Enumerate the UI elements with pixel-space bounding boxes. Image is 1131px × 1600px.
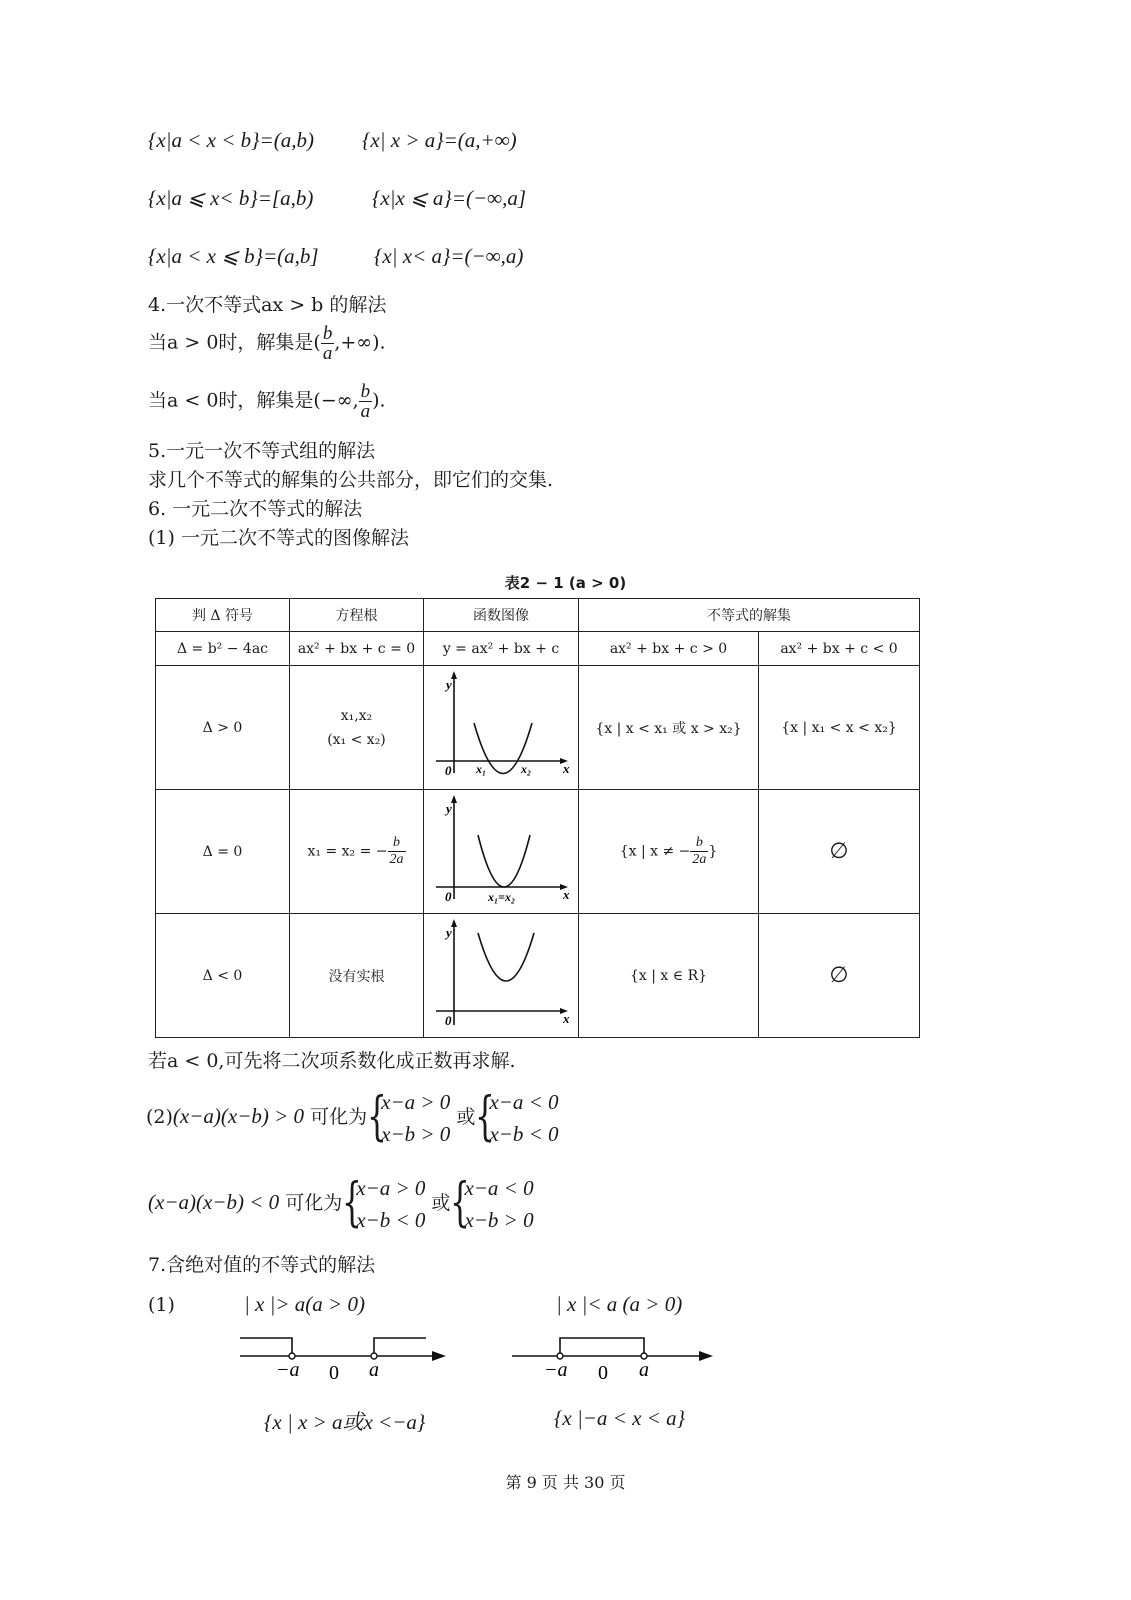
section-7-sub1: (1)	[148, 1294, 175, 1316]
row3-roots: 没有实根	[290, 914, 424, 1038]
y-label: y	[446, 800, 452, 816]
row1-gt-set: {x | x < x₁ 或 x > x₂}	[579, 666, 759, 790]
set-inside: {x |−a < x < a}	[554, 1406, 685, 1430]
neg-suffix: ).	[372, 389, 386, 412]
system-3-eq2: x−b < 0	[356, 1208, 426, 1232]
label-a: a	[639, 1359, 649, 1381]
origin-label: 0	[445, 762, 452, 778]
row1-delta: Δ > 0	[156, 666, 290, 790]
case-gt-or: 或	[456, 1106, 476, 1128]
abs-lt-title: | x |< a (a > 0)	[556, 1292, 683, 1316]
page-footer: 第 9 页 共 30 页	[505, 1473, 626, 1492]
section-5-body: 求几个不等式的解集的公共部分，即它们的交集.	[148, 469, 554, 491]
label-zero: 0	[329, 1362, 339, 1384]
row1-roots	[290, 666, 424, 790]
section-7-heading: 7.含绝对值的不等式的解法	[148, 1254, 376, 1276]
x-label: x	[563, 886, 570, 902]
case-gt-line	[146, 1086, 559, 1150]
parabola-curve	[478, 835, 530, 887]
row1-roots-line1: x₁,x₂	[340, 707, 373, 724]
subheader-gt: ax² + bx + c > 0	[579, 632, 759, 666]
system-3: { x−a > 0 x−b < 0	[342, 1172, 425, 1236]
neg-denominator: a	[360, 401, 371, 422]
system-3-eq1: x−a > 0	[356, 1176, 426, 1200]
row2-gt-den: 2a	[692, 852, 707, 867]
section-6-heading: 6. 一元二次不等式的解法	[148, 498, 363, 520]
section-4-negative-case	[148, 382, 386, 421]
system-2-eq2: x−b < 0	[489, 1122, 559, 1146]
system-4-eq1: x−a < 0	[464, 1176, 534, 1200]
neg-prefix: 当a < 0时，解集是(−∞,	[148, 389, 359, 412]
x-label: x	[563, 760, 570, 776]
case-gt-can: 可化为	[310, 1106, 368, 1128]
row1-roots-line2: (x₁ < x₂)	[327, 731, 386, 748]
row2-graph	[424, 790, 579, 914]
origin-label: 0	[445, 1012, 452, 1028]
subheader-equation: ax² + bx + c = 0	[290, 632, 424, 666]
axis-arrow	[432, 1351, 446, 1361]
subheader-lt: ax² + bx + c < 0	[759, 632, 920, 666]
interval-row-1-left: {x|a < x < b}=(a,b)	[148, 128, 314, 152]
row3-delta: Δ < 0	[156, 914, 290, 1038]
y-label: y	[446, 676, 452, 692]
section-4-heading: 4.一次不等式ax > b 的解法	[148, 294, 387, 316]
row3-graph	[424, 914, 579, 1038]
axis-arrow	[699, 1351, 713, 1361]
row2-gt-prefix: {x | x ≠ −	[619, 843, 691, 860]
parabola-two-roots-graph	[426, 669, 576, 787]
row2-lt-set: ∅	[759, 790, 920, 914]
y-arrow	[451, 919, 457, 927]
x1x2-label: x₁=x₂	[488, 889, 516, 904]
x2-label: x₂	[521, 761, 532, 776]
table-caption: 表2 − 1 (a > 0)	[504, 574, 627, 592]
right-region	[374, 1338, 426, 1356]
section-5-heading: 5.一元一次不等式组的解法	[148, 440, 376, 462]
section-4-positive-case	[148, 324, 386, 363]
set-outside: {x | x > a或x <−a}	[264, 1410, 426, 1434]
row2-delta: Δ = 0	[156, 790, 290, 914]
pos-numerator: b	[322, 323, 333, 344]
y-arrow	[451, 795, 457, 803]
parabola-curve	[478, 933, 534, 981]
interval-row-3-right: {x| x< a}=(−∞,a)	[374, 244, 524, 268]
abs-gt-title: | x |> a(a > 0)	[244, 1292, 365, 1316]
case-lt-expr: (x−a)(x−b) < 0	[148, 1190, 280, 1214]
quadratic-table	[155, 598, 920, 1038]
system-1-eq2: x−b > 0	[381, 1122, 451, 1146]
y-arrow	[451, 671, 457, 679]
row3-gt-set: {x | x ∈ R}	[579, 914, 759, 1038]
interval-row-2-right: {x|x ⩽ a}=(−∞,a]	[372, 186, 527, 210]
row1-lt-set: {x | x₁ < x < x₂}	[759, 666, 920, 790]
header-roots: 方程根	[290, 599, 424, 632]
interval-row-3-left: {x|a < x ⩽ b}=(a,b]	[148, 244, 319, 268]
row2-roots	[290, 790, 424, 914]
interval-row-1-right: {x| x > a}=(a,+∞)	[362, 128, 517, 152]
row1-graph	[424, 666, 579, 790]
left-region	[240, 1338, 292, 1356]
section-6-sub1: (1) 一元二次不等式的图像解法	[148, 527, 409, 549]
subheader-function: y = ax² + bx + c	[424, 632, 579, 666]
subheader-discriminant: Δ = b² − 4ac	[156, 632, 290, 666]
case-lt-line	[148, 1172, 534, 1236]
row2-gt-num: b	[690, 835, 708, 852]
system-2: { x−a < 0 x−b < 0	[475, 1086, 558, 1150]
row2-roots-prefix: x₁ = x₂ = −	[307, 843, 388, 860]
case-gt-expr: (x−a)(x−b) > 0	[172, 1104, 305, 1128]
header-solution-set: 不等式的解集	[579, 599, 920, 632]
x1-label: x₁	[476, 761, 487, 776]
pos-denominator: a	[322, 343, 333, 364]
neg-fraction	[359, 382, 373, 421]
case-lt-can: 可化为	[285, 1192, 343, 1214]
parabola-one-root-graph	[426, 793, 576, 911]
row3-lt-set: ∅	[759, 914, 920, 1038]
system-4-eq2: x−b > 0	[464, 1208, 534, 1232]
interval-row-2-left: {x|a ⩽ x< b}=[a,b)	[148, 186, 314, 210]
middle-region	[560, 1338, 644, 1356]
x-label: x	[563, 1010, 570, 1026]
case-lt-or: 或	[431, 1192, 451, 1214]
y-label: y	[446, 924, 452, 940]
row2-roots-num: b	[388, 835, 406, 852]
origin-label: 0	[445, 888, 452, 904]
label-a: a	[369, 1359, 379, 1381]
label-neg-a: −a	[544, 1359, 568, 1381]
pos-fraction	[321, 324, 335, 363]
row2-gt-suffix: }	[708, 843, 718, 860]
system-1-eq1: x−a > 0	[381, 1090, 451, 1114]
row2-roots-den: 2a	[389, 852, 404, 867]
system-1: { x−a > 0 x−b > 0	[367, 1086, 450, 1150]
header-graph: 函数图像	[424, 599, 579, 632]
row2-roots-fraction	[388, 835, 406, 868]
header-delta: 判 Δ 符号	[156, 599, 290, 632]
label-neg-a: −a	[276, 1359, 300, 1381]
case-gt-prefix: (2)	[146, 1106, 173, 1128]
number-line-outside	[236, 1328, 451, 1386]
pos-suffix: ,+∞).	[334, 331, 386, 354]
row2-gt-set	[579, 790, 759, 914]
neg-numerator: b	[360, 381, 371, 402]
label-zero: 0	[598, 1362, 608, 1384]
parabola-no-root-graph	[426, 917, 576, 1035]
pos-prefix: 当a > 0时，解集是(	[148, 331, 321, 354]
system-4: { x−a < 0 x−b > 0	[450, 1172, 533, 1236]
row2-gt-fraction	[690, 835, 708, 868]
negative-a-note: 若a < 0,可先将二次项系数化成正数再求解.	[148, 1050, 516, 1072]
system-2-eq1: x−a < 0	[489, 1090, 559, 1114]
number-line-inside	[508, 1328, 718, 1386]
